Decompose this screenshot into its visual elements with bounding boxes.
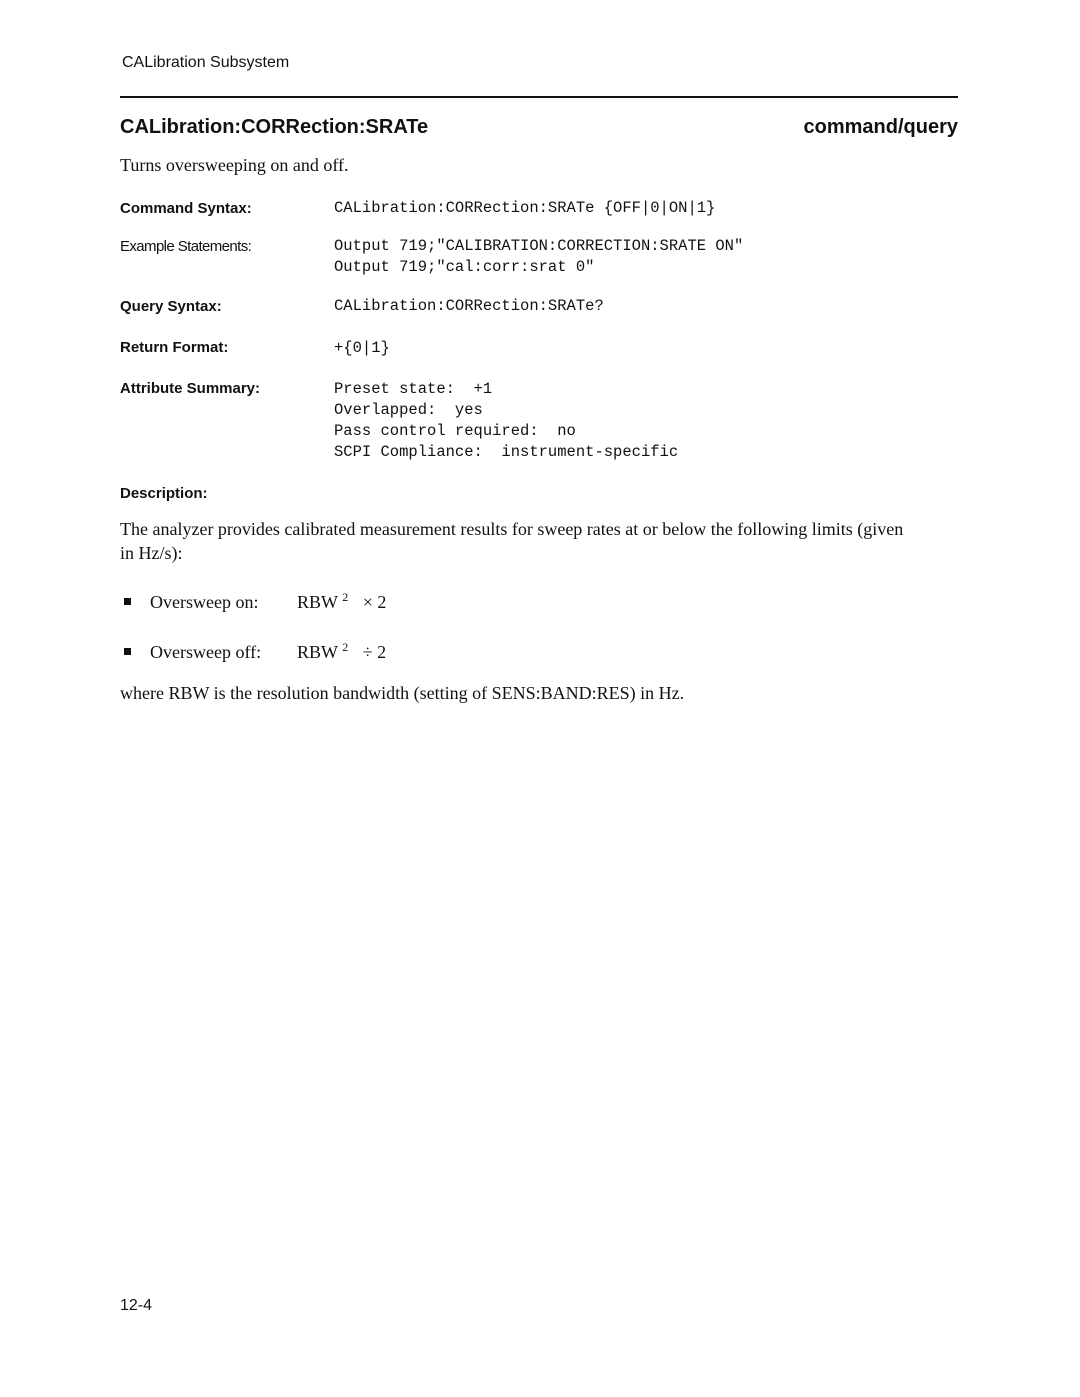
formula-exponent: 2: [342, 640, 349, 654]
return-format-value: +{0|1}: [334, 339, 390, 357]
query-syntax-value: CALibration:CORRection:SRATe?: [334, 297, 604, 315]
page-number: 12-4: [120, 1297, 153, 1314]
command-syntax-value: CALibration:CORRection:SRATe {OFF|0|ON|1}: [334, 199, 716, 217]
description-label: Description:: [120, 485, 208, 502]
closing-text: where RBW is the resolution bandwidth (setting of SENS:BAND:RES) in Hz.: [120, 683, 685, 703]
formula-base: RBW: [297, 592, 338, 612]
bullet-label: Oversweep off:: [150, 642, 262, 662]
query-syntax-label: Query Syntax:: [120, 298, 222, 315]
formula-base: RBW: [297, 642, 338, 662]
command-title: CALibration:CORRection:SRATe: [120, 116, 429, 138]
example-statement-line: Output 719;"cal:corr:srat 0": [334, 258, 595, 276]
running-head: CALibration Subsystem: [122, 54, 290, 71]
attribute-line: Preset state: +1: [334, 380, 493, 398]
bullet-square-icon: [124, 648, 131, 655]
example-statements-label: Example Statements:: [120, 238, 252, 255]
bullet-formula: [297, 590, 386, 613]
bullet-label: Oversweep on:: [150, 592, 259, 612]
bullet-oversweep-off: [124, 640, 386, 663]
return-format-label: Return Format:: [120, 339, 229, 356]
formula-operation: ÷ 2: [362, 642, 387, 662]
intro-text: Turns oversweeping on and off.: [120, 155, 349, 175]
bullet-square-icon: [124, 598, 131, 605]
bullet-formula: [297, 640, 386, 663]
example-statement-line: Output 719;"CALIBRATION:CORRECTION:SRATE ON": [334, 237, 744, 255]
attribute-line: SCPI Compliance: instrument-specific: [334, 443, 679, 461]
attribute-line: Pass control required: no: [334, 422, 576, 440]
attribute-line: Overlapped: yes: [334, 401, 483, 419]
bullet-oversweep-on: [124, 590, 386, 613]
formula-operation: × 2: [362, 592, 387, 612]
header-rule: [120, 96, 958, 98]
command-type: command/query: [803, 116, 958, 138]
description-text: The analyzer provides calibrated measurement results for sweep rates at or below the following limits (given in Hz/s):: [120, 519, 904, 563]
attribute-summary-label: Attribute Summary:: [120, 380, 261, 397]
command-syntax-label: Command Syntax:: [120, 200, 252, 217]
formula-exponent: 2: [342, 590, 349, 604]
